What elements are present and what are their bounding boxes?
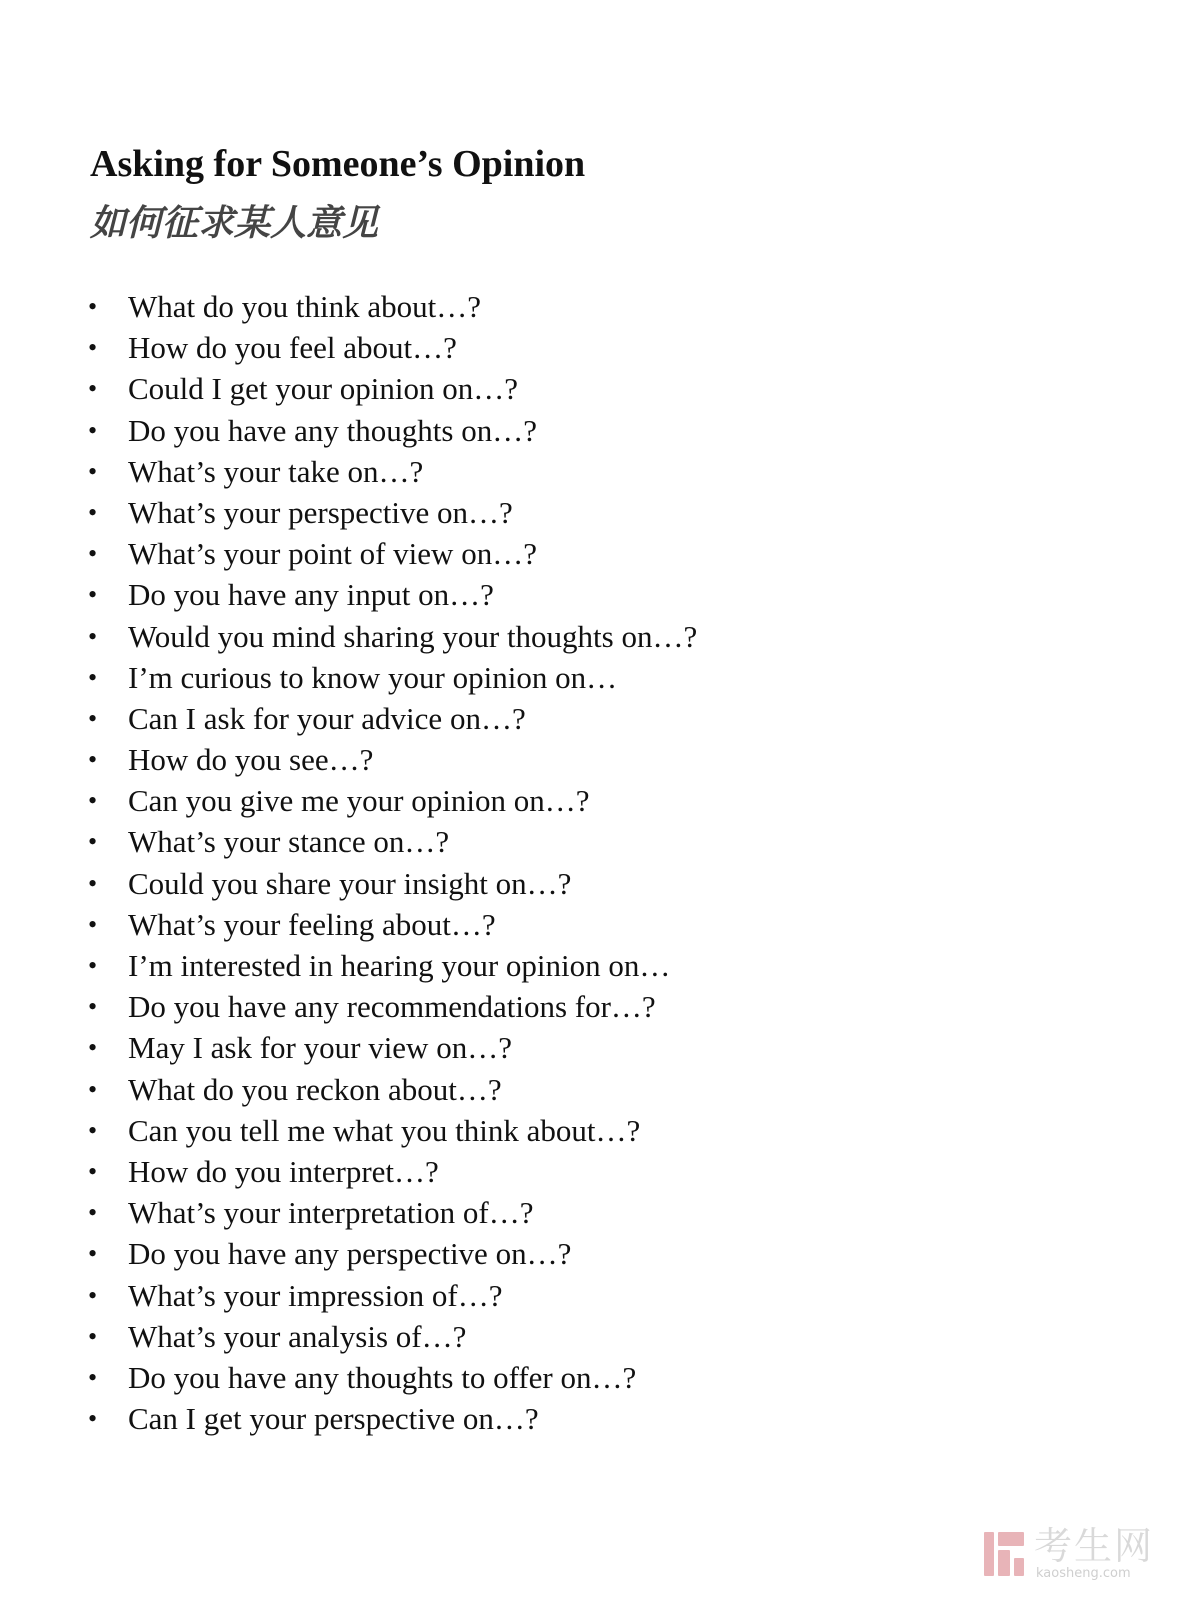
bullet-icon: • <box>88 703 98 733</box>
watermark-name: 考生网 <box>1034 1524 1155 1568</box>
bullet-icon: • <box>88 1239 98 1269</box>
bullet-icon: • <box>88 497 98 527</box>
phrase-text: How do you interpret…? <box>128 1153 439 1189</box>
bullet-icon: • <box>88 580 98 610</box>
phrase-text: Could you share your insight on…? <box>128 865 572 901</box>
phrase-text: What’s your stance on…? <box>128 824 450 860</box>
phrase-text: Could I get your opinion on…? <box>128 371 519 407</box>
bullet-icon: • <box>88 1198 98 1228</box>
bullet-icon: • <box>88 1115 98 1145</box>
phrase-text: Can I get your perspective on…? <box>128 1401 539 1437</box>
bullet-icon: • <box>88 827 98 857</box>
bullet-icon: • <box>88 1280 98 1310</box>
phrase-text: I’m curious to know your opinion on… <box>128 659 618 695</box>
phrase-text: Can I ask for your advice on…? <box>128 700 526 736</box>
bullet-icon: • <box>88 868 98 898</box>
phrase-text: May I ask for your view on…? <box>128 1030 512 1066</box>
phrase-text: What do you reckon about…? <box>128 1071 502 1107</box>
phrase-text: What’s your analysis of…? <box>128 1318 467 1354</box>
bullet-icon: • <box>88 292 98 321</box>
phrase-text: Do you have any thoughts on…? <box>128 412 537 448</box>
phrase-text: Do you have any input on…? <box>128 577 494 613</box>
bullet-icon: • <box>88 1156 98 1186</box>
bullet-icon: • <box>88 992 98 1022</box>
page-subtitle: 如何征求某人意见 <box>90 203 379 244</box>
phrase-text: How do you feel about…? <box>128 330 457 366</box>
bullet-icon: • <box>88 1362 98 1392</box>
phrase-text: What’s your perspective on…? <box>128 494 513 530</box>
bullet-icon: • <box>88 909 98 939</box>
phrase-text: Do you have any recommendations for…? <box>128 989 656 1025</box>
bullet-icon: • <box>88 662 98 692</box>
phrase-text: How do you see…? <box>128 742 374 778</box>
bullet-icon: • <box>88 374 98 404</box>
bullet-icon: • <box>88 1321 98 1351</box>
phrase-text: What’s your feeling about…? <box>128 906 496 942</box>
watermark-domain: kaosheng.com <box>1036 1566 1131 1581</box>
phrase-text: What’s your impression of…? <box>128 1277 503 1313</box>
phrase-text: I’m interested in hearing your opinion on… <box>128 948 671 983</box>
bullet-icon: • <box>88 745 98 775</box>
bullet-icon: • <box>88 951 98 980</box>
page-title: Asking for Someone’s Opinion <box>90 143 586 185</box>
phrase-text: What do you think about…? <box>128 289 481 324</box>
phrase-text: Would you mind sharing your thoughts on…? <box>128 618 698 654</box>
bullet-icon: • <box>88 333 98 363</box>
phrase-text: What’s your interpretation of…? <box>128 1195 534 1231</box>
bullet-icon: • <box>88 415 98 445</box>
bullet-icon: • <box>88 1033 98 1063</box>
bullet-icon: • <box>88 1074 98 1104</box>
bullet-icon: • <box>88 456 98 486</box>
bullet-icon: • <box>88 786 98 816</box>
phrase-text: Can you give me your opinion on…? <box>128 783 590 819</box>
bullet-icon: • <box>88 539 98 569</box>
bullet-icon: • <box>88 621 98 651</box>
watermark <box>982 1524 1182 1588</box>
phrase-text: Do you have any thoughts to offer on…? <box>128 1359 637 1395</box>
bullet-icon: • <box>88 1404 98 1434</box>
phrase-text: Can you tell me what you think about…? <box>128 1112 641 1148</box>
phrase-text: What’s your point of view on…? <box>128 536 537 572</box>
phrase-text: What’s your take on…? <box>128 453 424 489</box>
kaosheng-logo-icon <box>982 1530 1026 1578</box>
phrase-text: Do you have any perspective on…? <box>128 1236 572 1272</box>
